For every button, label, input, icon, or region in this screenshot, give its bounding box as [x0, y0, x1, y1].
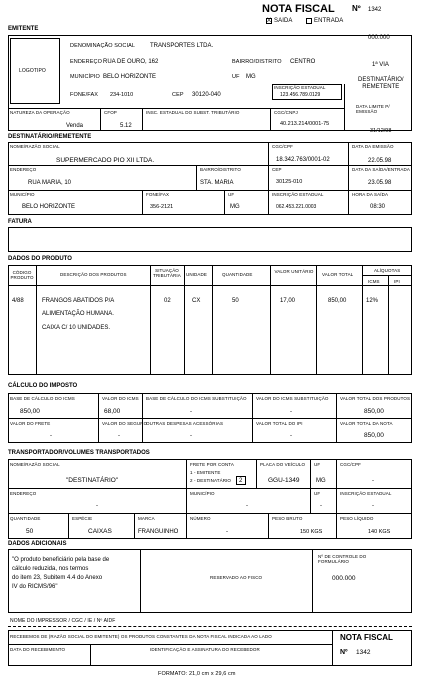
- via-label: 1ª VIA: [372, 62, 389, 68]
- dest-fone-value: 356-2121: [150, 204, 174, 210]
- valor-produtos-value: 850,00: [364, 408, 384, 415]
- canhoto-number-prefix: Nº: [340, 649, 348, 656]
- razao-value: TRANSPORTES LTDA.: [150, 43, 214, 49]
- data-emissao-value: 22.05.98: [368, 158, 392, 164]
- col-sit-trib: SITUAÇÃO TRIBUTÁRIA: [153, 268, 181, 278]
- cep-value: 30120-040: [192, 92, 221, 98]
- outras-value: -: [190, 433, 192, 439]
- destinatario-remetente-label: DESTINATÁRIO/ REMETENTE: [358, 77, 404, 90]
- canhoto-title: NOTA FISCAL: [340, 633, 393, 642]
- hora-saida-value: 08:30: [370, 204, 386, 210]
- logo-label: LOGOTIPO: [19, 68, 46, 74]
- dest-nome-value: SUPERMERCADO PIO XII LTDA.: [56, 157, 155, 164]
- ipi-total-value: -: [290, 433, 292, 439]
- assinatura-label: IDENTIFICAÇÃO E ASSINATURA DO RECEBEDOR: [150, 647, 260, 652]
- ipi-total-label: VALOR TOTAL DO IPI: [256, 421, 303, 426]
- adicionais-line1: "O produto beneficiário pela base de: [12, 557, 110, 563]
- placa-value: GGU-1349: [268, 477, 300, 484]
- valor-produtos-label: VALOR TOTAL DOS PRODUTOS: [340, 396, 411, 401]
- serial-number: 000.000: [368, 35, 390, 41]
- trans-uf-label: UF: [314, 462, 321, 467]
- col-quantidade: QUANTIDADE: [222, 272, 253, 277]
- row-icms: 12%: [366, 298, 379, 304]
- col-ipi: IPI: [394, 279, 400, 284]
- base-subst-label: BASE DE CÁLCULO DO ICMS SUBSTITUIÇÃO: [146, 396, 247, 401]
- trans-nome-label: NOME/RAZÃO SOCIAL: [10, 462, 60, 467]
- dest-bairro-value: STA. MARIA: [200, 180, 234, 186]
- adicionais-line3: do item 23, Subitem 4.4 do Anexo: [12, 575, 103, 581]
- data-saida-label: DATA DA SAÍDA/ENTRADA: [352, 167, 410, 172]
- cep-label: CEP: [172, 92, 184, 98]
- col-descricao: DESCRIÇÃO DOS PRODUTOS: [60, 272, 127, 277]
- row-total: 850,00: [328, 298, 347, 304]
- data-limite-label: DATA LIMITE P/ EMISSÃO: [356, 104, 390, 114]
- marca-label: MARCA: [138, 516, 155, 521]
- quantidade-label: QUANTIDADE: [10, 516, 41, 521]
- controle-value: 000.000: [332, 575, 356, 582]
- marca-value: FRANGUINHO: [138, 529, 179, 535]
- trans-ie-label: INSCRIÇÃO ESTADUAL: [340, 491, 392, 496]
- saida-label: SAIDA: [274, 18, 293, 24]
- row-qtd: 50: [232, 298, 239, 304]
- row-desc-line2: ALIMENTAÇÃO HUMANA.: [42, 311, 114, 317]
- endereco-value: RUA DE OURO, 162: [103, 59, 159, 65]
- bairro-label: BAIRRO/DISTRITO: [232, 59, 282, 65]
- dest-cep-label: CEP: [272, 167, 282, 172]
- produtos-table: [8, 265, 412, 375]
- valor-nota-value: 850,00: [364, 432, 384, 439]
- razao-label: DENOMINAÇÃO SOCIAL: [70, 43, 136, 49]
- outras-label: OUTRAS DESPESAS ACESSÓRIAS: [146, 421, 224, 426]
- bairro-value: CENTRO: [290, 59, 316, 65]
- row-desc-line3: CAIXA C/ 10 UNIDADES.: [42, 325, 111, 331]
- col-valor-total: VALOR TOTAL: [322, 272, 354, 277]
- transportador-section-label: TRANSPORTADOR/VOLUMES TRANSPORTADOS: [8, 450, 150, 456]
- trans-ie-value: -: [372, 503, 374, 509]
- municipio-label: MUNICÍPIO: [70, 74, 100, 80]
- row-desc-line1: FRANGOS ABATIDOS P/A: [42, 298, 115, 304]
- imposto-section-label: CÁLCULO DO IMPOSTO: [8, 383, 78, 389]
- adicionais-section-label: DADOS ADICIONAIS: [8, 541, 67, 547]
- data-saida-value: 23.05.98: [368, 180, 392, 186]
- trans-uf2-value: -: [320, 503, 322, 509]
- quantidade-value: 50: [26, 528, 34, 535]
- trans-frete-opt2: 2 - DESTINATÁRIO: [190, 478, 232, 483]
- peso-bruto-label: PESO BRUTO: [272, 516, 303, 521]
- trans-endereco-value: -: [96, 503, 98, 509]
- cfop-value: 5.12: [120, 123, 132, 129]
- row-sit: 02: [164, 298, 171, 304]
- trans-cgc-label: CGC/CPF: [340, 462, 361, 467]
- adicionais-line4: IV do RICMS/96": [12, 584, 58, 590]
- trans-cgc-value: -: [372, 478, 374, 484]
- emitente-ie-label: INSCRIÇÃO ESTADUAL: [274, 85, 326, 90]
- uf-label: UF: [232, 74, 240, 80]
- impressor-label: NOME DO IMPRESSOR / CGC / IE / Nº AIDF: [10, 618, 116, 624]
- trans-municipio-value: -: [246, 503, 248, 509]
- numero-value: -: [226, 529, 228, 535]
- base-subst-value: -: [190, 409, 192, 415]
- dest-ie-label: INSCRIÇÃO ESTADUAL: [272, 192, 324, 197]
- base-icms-label: BASE DE CÁLCULO DO ICMS: [10, 396, 75, 401]
- especie-value: CAIXAS: [88, 528, 112, 535]
- municipio-value: BELO HORIZONTE: [103, 74, 157, 80]
- dest-cgc-label: CGC/CPF: [272, 144, 293, 149]
- row-unit: 17,00: [280, 298, 296, 304]
- data-limite-value: 31/12/98: [370, 128, 392, 134]
- peso-liquido-label: PESO LÍQUIDO: [340, 516, 374, 521]
- frete-label: VALOR DO FRETE: [10, 421, 51, 426]
- document-number: 1342: [368, 7, 382, 13]
- numero-label: NÚMERO: [190, 516, 211, 521]
- dest-bairro-label: BAIRRO/DISTRITO: [200, 167, 241, 172]
- saida-checkbox: [266, 18, 272, 24]
- controle-label: Nº DE CONTROLE DO FORMULÁRIO: [318, 554, 367, 564]
- col-valor-unitario: VALOR UNITÁRIO: [274, 269, 314, 274]
- natureza-label: NATUREZA DA OPERAÇÃO: [10, 110, 70, 115]
- endereco-label: ENDEREÇO: [70, 59, 102, 65]
- entrada-checkbox: [306, 18, 312, 24]
- destinatario-section-label: DESTINATÁRIO/REMETENTE: [8, 134, 92, 140]
- fatura-section-label: FATURA: [8, 219, 32, 225]
- dest-fone-label: FONE/FAX: [146, 192, 170, 197]
- col-codigo: CÓDIGO PRODUTO: [10, 270, 34, 280]
- dest-nome-label: NOME/RAZÃO SOCIAL: [10, 144, 60, 149]
- trans-municipio-label: MUNICÍPIO: [190, 491, 215, 496]
- valor-icms-label: VALOR DO ICMS: [102, 396, 139, 401]
- base-icms-value: 850,00: [20, 408, 40, 415]
- valor-nota-label: VALOR TOTAL DA NOTA: [340, 421, 393, 426]
- recebemos-text: RECEBEMOS DE (RAZÃO SOCIAL DO EMITENTE) OS PRODUTOS CONSTANTES DA NOTA FISCAL INDICADA AO LADO: [10, 634, 272, 639]
- cfop-label: CFOP: [104, 110, 117, 115]
- fatura-box: [8, 227, 412, 252]
- trans-uf-value: MG: [316, 478, 326, 484]
- dest-ie-value: 062.453.221.0003: [276, 204, 317, 210]
- canhoto-number: 1342: [356, 649, 371, 656]
- trans-frete-label: FRETE POR CONTA: [190, 462, 234, 467]
- row-unid: CX: [192, 298, 201, 304]
- data-emissao-label: DATA DA EMISSÃO: [352, 144, 394, 149]
- seguro-label: VALOR DO SEGURO: [102, 421, 148, 426]
- uf-value: MG: [246, 74, 256, 80]
- cgc-label: CGC/CNPJ: [274, 110, 298, 115]
- dest-municipio-value: BELO HORIZONTE: [22, 204, 76, 210]
- dest-municipio-label: MUNICÍPIO: [10, 192, 35, 197]
- fone-label: FONE/FAX: [70, 92, 98, 98]
- produtos-section-label: DADOS DO PRODUTO: [8, 256, 72, 262]
- especie-label: ESPÉCIE: [72, 516, 93, 521]
- dest-endereco-label: ENDEREÇO: [10, 167, 37, 172]
- dest-cgc-value: 18.342.763/0001-02: [276, 157, 330, 163]
- seguro-value: -: [118, 433, 120, 439]
- trans-nome-value: "DESTINATÁRIO": [66, 477, 119, 484]
- hora-saida-label: HORA DA SAÍDA: [352, 192, 389, 197]
- col-icms: ICMS: [368, 279, 380, 284]
- dest-cep-value: 30125-010: [276, 179, 303, 185]
- dest-uf-value: MG: [230, 204, 240, 210]
- trans-endereco-label: ENDEREÇO: [10, 491, 37, 496]
- valor-icms-value: 68,00: [104, 408, 121, 415]
- trans-frete-opt1: 1 - EMITENTE: [190, 470, 221, 475]
- saida-mark: X: [267, 18, 272, 24]
- fone-value: 234-1010: [110, 92, 134, 98]
- natureza-value: Venda: [66, 123, 84, 129]
- peso-liquido-value: 140 KGS: [368, 529, 391, 535]
- dest-uf-label: UF: [228, 192, 235, 197]
- col-unidade: UNIDADE: [186, 272, 207, 277]
- reservado-fisco-label: RESERVADO AO FISCO: [210, 575, 263, 580]
- valor-subst-label: VALOR DO ICMS SUBSTITUIÇÃO: [256, 396, 329, 401]
- frete-value: -: [50, 433, 52, 439]
- emitente-ie-value: 123.456.789.0129: [280, 92, 321, 98]
- row-codigo: 4/88: [12, 298, 24, 304]
- col-aliquotas: ALÍQUOTAS: [374, 268, 401, 273]
- valor-subst-value: -: [290, 409, 292, 415]
- peso-bruto-value: 150 KGS: [300, 529, 323, 535]
- entrada-label: ENTRADA: [314, 18, 344, 24]
- ie-subst-label: INSC. ESTADUAL DO SUBST. TRIBUTÁRIO: [146, 110, 240, 115]
- dest-endereco-value: RUA MARIA, 10: [28, 180, 72, 186]
- data-recebimento-label: DATA DO RECEBIMENTO: [10, 647, 66, 652]
- trans-uf2-label: UF: [314, 491, 321, 496]
- number-prefix: Nº: [352, 4, 361, 13]
- placa-label: PLACA DO VEÍCULO: [260, 462, 306, 467]
- formato-label: FORMATO: 21,0 cm x 29,6 cm: [158, 671, 236, 677]
- emitente-section-label: EMITENTE: [8, 26, 39, 32]
- document-title: NOTA FISCAL: [262, 3, 335, 15]
- trans-frete-value: 2: [239, 478, 243, 484]
- adicionais-line2: cálculo reduzida, nos termos: [12, 566, 89, 572]
- cgc-value: 40.213.214/0001-75: [280, 121, 330, 127]
